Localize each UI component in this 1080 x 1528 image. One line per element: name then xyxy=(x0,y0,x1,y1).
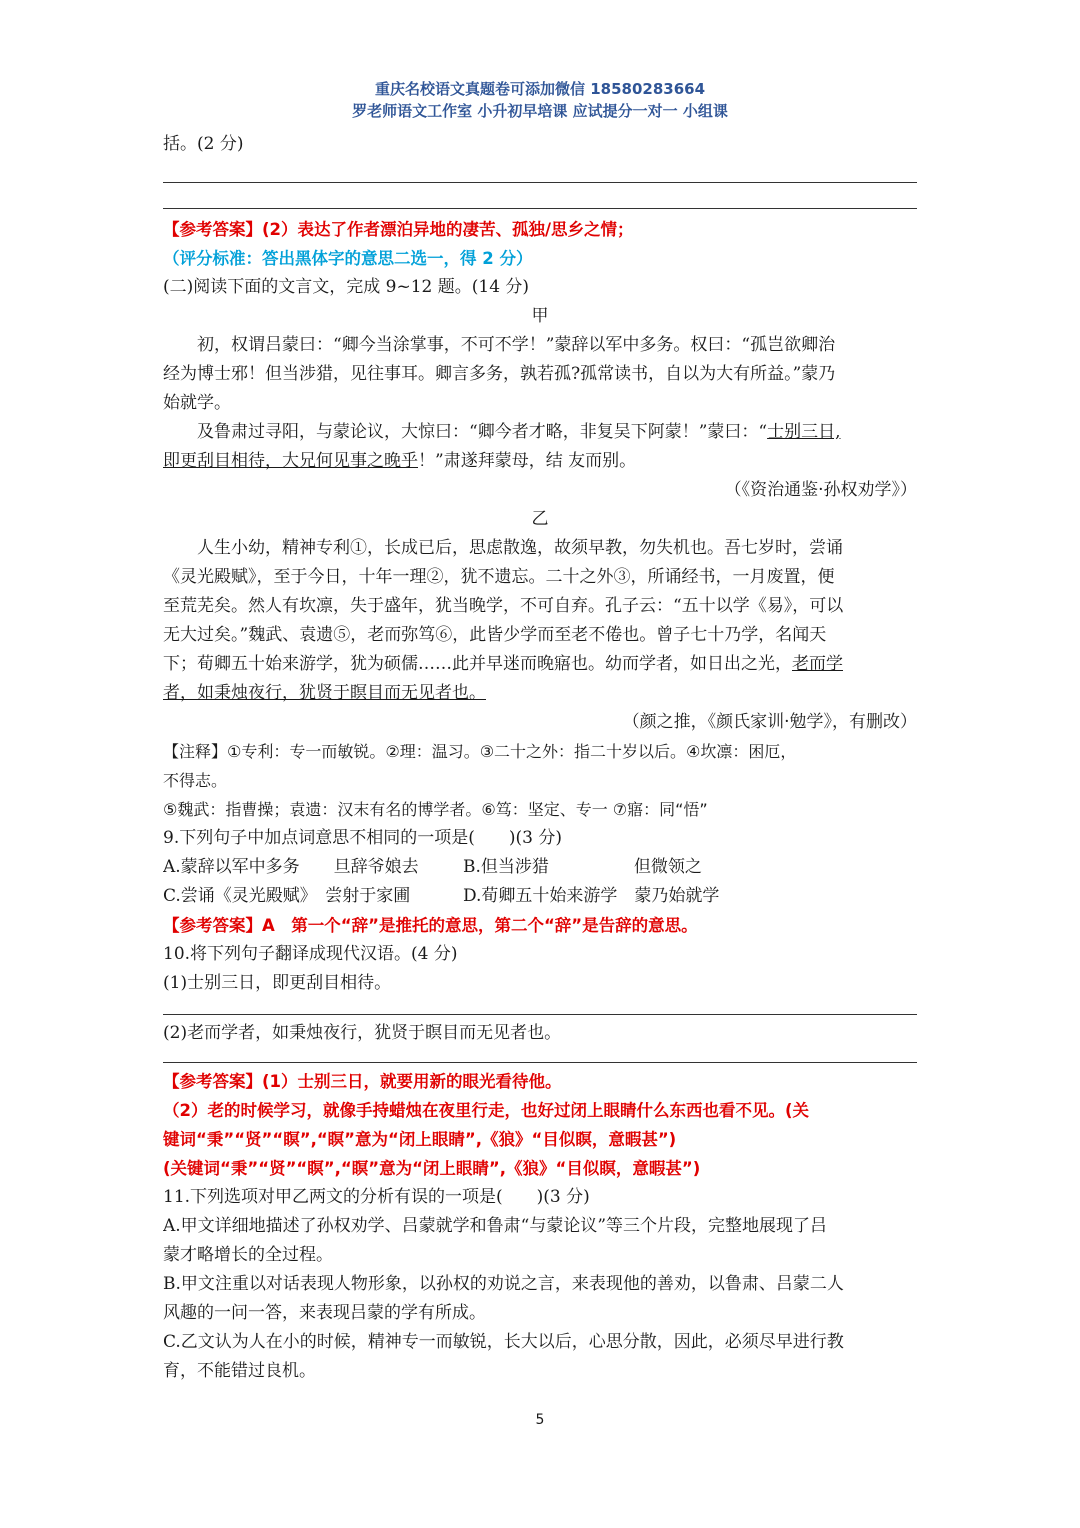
page-content xyxy=(163,130,917,1386)
passage-jia-source: （《资治通鉴·孙权劝学》） xyxy=(724,480,917,500)
passage-yi-line: 人生小幼，精神专利①，长成已后，思虑散逸，故须早教，勿失机也。吾七岁时，尝诵 xyxy=(197,538,843,558)
underlined-text: 者，如秉烛夜行，犹贤于瞑目而无见者也。 xyxy=(163,683,486,703)
question-9-stem: 9.下列句子中加点词意思不相同的一项是( )(3 分) xyxy=(163,828,562,848)
notes-line: ⑤魏武：指曹操；袁遗：汉末有名的博学者。⑥笃：坚定、专一 ⑦寤：同“悟” xyxy=(163,800,708,819)
option-a: A.蒙辞以军中多务 旦辞爷娘去 xyxy=(163,857,419,877)
answer-blank-line xyxy=(163,998,917,1015)
underlined-text: 老而学 xyxy=(792,654,843,674)
underlined-text: 即更刮目相待，大兄何见事之晚乎 xyxy=(163,451,418,471)
question-10-answer: (关键词“秉”“贤”“瞑”,“瞑”意为“闭上眼睛”,《狼》“目似瞑，意暇甚”) xyxy=(163,1159,701,1178)
question-10-answer: 【参考答案】(1）士别三日，就要用新的眼光看待他。 xyxy=(163,1072,562,1091)
question-9-options-row xyxy=(163,882,917,911)
question-11-option-b: B.甲文注重以对话表现人物形象，以孙权的劝说之言，来表现他的善劝，以鲁肃、吕蒙二人 xyxy=(163,1274,844,1294)
question-10-stem: 10.将下列句子翻译成现代汉语。(4 分) xyxy=(163,944,458,964)
page-number: 5 xyxy=(535,1412,545,1428)
question-10-answer: 键词“秉”“贤”“瞑”,“瞑”意为“闭上眼睛”,《狼》“目似瞑，意暇甚”) xyxy=(163,1130,677,1149)
passage-jia-line xyxy=(163,418,917,447)
header-line-2: 罗老师语文工作室 小升初早培课 应试提分一对一 小组课 xyxy=(352,102,728,120)
passage-yi-line xyxy=(163,679,917,708)
passage-yi-line: 至荒芜矣。然人有坎凛，失于盛年，犹当晚学，不可自弃。孔子云：“五十以学《易》，可以 xyxy=(163,596,844,616)
passage-yi-source: （颜之推，《颜氏家训·勉学》，有删改） xyxy=(622,712,917,732)
question-10-sentence-1: (1)士别三日，即更刮目相待。 xyxy=(163,973,392,993)
passage-yi-line xyxy=(163,650,917,679)
passage-yi-line: 《灵光殿赋》，至于今日，十年一理②，犹不遗忘。二十之外③，所诵经书，一月废置，便 xyxy=(163,567,835,587)
passage-jia-line: 经为博士邪！但当涉猎，见往事耳。卿言多务，孰若孤?孤常读书，自以为大有所益。”蒙乃 xyxy=(163,364,836,384)
header-line-1: 重庆名校语文真题卷可添加微信 18580283664 xyxy=(374,80,706,98)
passage-yi-line: 无大过矣。”魏武、袁遗⑤，老而弥笃⑥，此皆少学而至老不倦也。曾子七十乃学，名闻天 xyxy=(163,625,827,645)
question-10-answer: （2）老的时候学习，就像手持蜡烛在夜里行走，也好过闭上眼睛什么东西也看不见。(关 xyxy=(163,1101,810,1120)
answer-blank-line xyxy=(163,1048,917,1063)
passage-yi-title: 乙 xyxy=(531,509,549,529)
question-9-answer: 【参考答案】A 第一个“辞”是推托的意思，第二个“辞”是告辞的意思。 xyxy=(163,916,698,935)
question-11-option-a: A.甲文详细地描述了孙权劝学、吕蒙就学和鲁肃“与蒙论议”等三个片段，完整地展现了吕 xyxy=(163,1216,828,1236)
passage-jia-title: 甲 xyxy=(531,306,549,326)
question-10-sentence-2: (2)老而学者，如秉烛夜行，犹贤于瞑目而无见者也。 xyxy=(163,1023,562,1043)
section-intro: (二)阅读下面的文言文，完成 9~12 题。(14 分) xyxy=(163,277,530,297)
option-d: D.荀卿五十始来游学 蒙乃始就学 xyxy=(463,886,720,906)
reference-answer: 【参考答案】(2）表达了作者漂泊异地的凄苦、孤独/思乡之情； xyxy=(163,220,634,239)
answer-blank-line xyxy=(163,157,917,183)
passage-text: ！”肃遂拜蒙母，结 友而别。 xyxy=(418,451,637,471)
question-9-options-row xyxy=(163,853,917,882)
option-c: C.尝诵《灵光殿赋》 尝射于家圃 xyxy=(163,886,411,906)
question-tail: 括。(2 分) xyxy=(163,134,244,154)
underlined-text: 士别三日, xyxy=(767,422,841,442)
passage-text: 及鲁肃过寻阳，与蒙论议，大惊曰：“卿今者才略，非复吴下阿蒙！”蒙曰：“ xyxy=(197,422,768,442)
answer-blank-line xyxy=(163,183,917,209)
question-11-option-c: 育，不能错过良机。 xyxy=(163,1361,316,1381)
question-11-stem: 11.下列选项对甲乙两文的分析有误的一项是( )(3 分) xyxy=(163,1187,590,1207)
scoring-standard: （评分标准：答出黑体字的意思二选一，得 2 分） xyxy=(163,249,533,268)
passage-text: 下；荀卿五十始来游学，犹为硕儒……此并早迷而晚寤也。幼而学者，如日出之光， xyxy=(163,654,792,674)
option-b: B.但当涉猎 但微领之 xyxy=(463,857,702,877)
notes-line: 不得志。 xyxy=(163,771,228,790)
question-11-option-c: C.乙文认为人在小的时候，精神专一而敏锐，长大以后，心思分散，因此，必须尽早进行教 xyxy=(163,1332,844,1352)
question-11-option-b: 风趣的一问一答，来表现吕蒙的学有所成。 xyxy=(163,1303,486,1323)
passage-jia-line: 初，权谓吕蒙曰：“卿今当涂掌事，不可不学！”蒙辞以军中多务。权曰：“孤岂欲卿治 xyxy=(197,335,836,355)
passage-jia-line: 始就学。 xyxy=(163,393,231,413)
notes-line: 【注释】①专利：专一而敏锐。②理：温习。③二十之外：指二十岁以后。④坎凛：困厄， xyxy=(163,742,797,761)
question-11-option-a: 蒙才略增长的全过程。 xyxy=(163,1245,333,1265)
page-header xyxy=(0,78,1080,122)
passage-jia-line xyxy=(163,447,917,476)
